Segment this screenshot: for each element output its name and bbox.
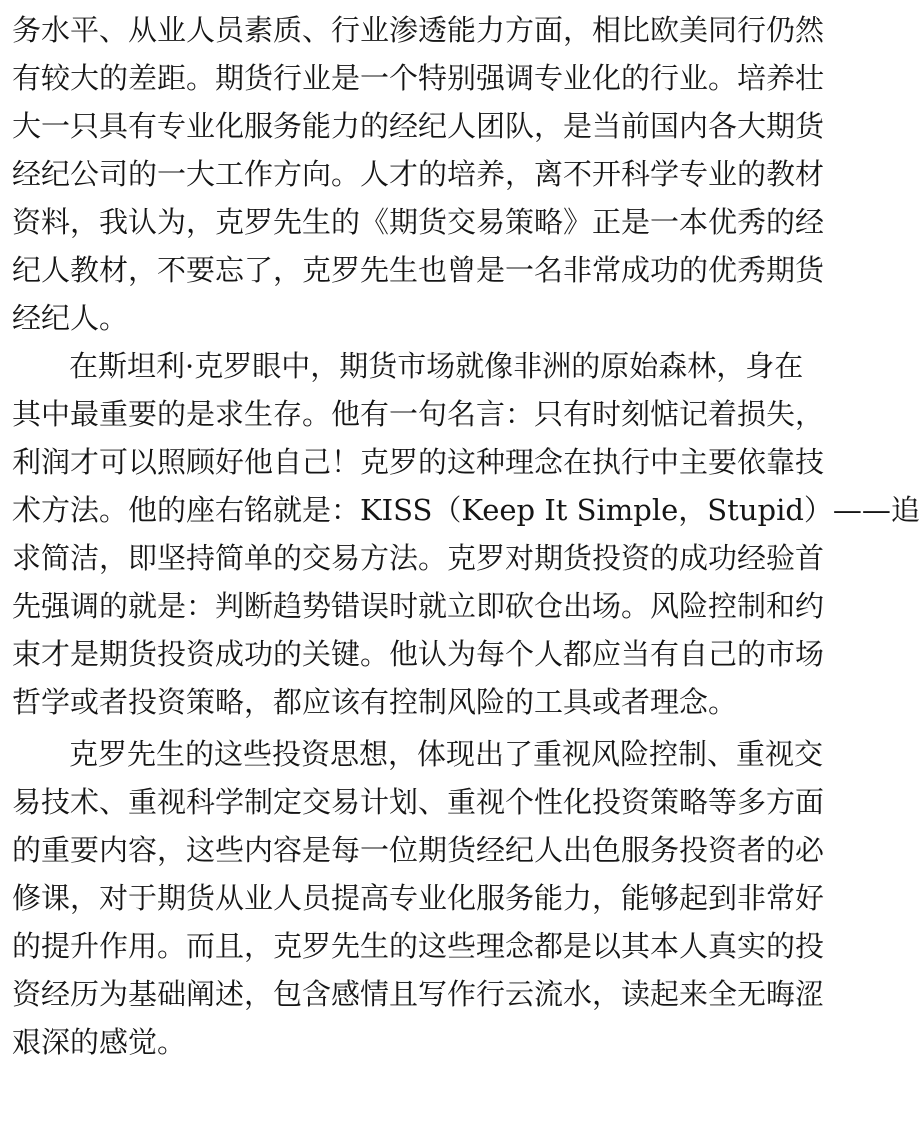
paragraph-1-line-7: 经纪人。 [12,301,129,335]
paragraph-3-line-7: 艰深的感觉。 [12,1025,187,1059]
paragraph-3-line-4: 修课，对于期货从业人员提高专业化服务能力，能够起到非常好 [12,881,825,915]
paragraph-1-line-4: 经纪公司的一大工作方向。人才的培养，离不开科学专业的教材 [12,157,825,191]
paragraph-3-line-2: 易技术、重视科学制定交易计划、重视个性化投资策略等多方面 [12,785,825,819]
paragraph-1-line-2: 有较大的差距。期货行业是一个特别强调专业化的行业。培养壮 [12,61,825,95]
paragraph-2-line-5: 求简洁，即坚持简单的交易方法。克罗对期货投资的成功经验首 [12,541,825,575]
paragraph-1-line-1: 务水平、从业人员素质、行业渗透能力方面，相比欧美同行仍然 [12,13,825,47]
paragraph-2-line-1: 在斯坦利·克罗眼中，期货市场就像非洲的原始森林，身在 [69,349,804,383]
paragraph-3-line-6: 资经历为基础阐述，包含感情且写作行云流水，读起来全无晦涩 [12,977,825,1011]
paragraph-1-line-5: 资料，我认为，克罗先生的《期货交易策略》正是一本优秀的经 [12,205,825,239]
paragraph-2-line-6: 先强调的就是：判断趋势错误时就立即砍仓出场。风险控制和约 [12,589,825,623]
paragraph-3-line-5: 的提升作用。而且，克罗先生的这些理念都是以其本人真实的投 [12,929,825,963]
paragraph-1-line-3: 大一只具有专业化服务能力的经纪人团队，是当前国内各大期货 [12,109,825,143]
paragraph-2-line-2: 其中最重要的是求生存。他有一句名言：只有时刻惦记着损失， [12,397,825,431]
paragraph-2-line-4: 术方法。他的座右铭就是：KISS（Keep It Simple，Stupid）——追 [12,493,920,527]
paragraph-2-line-3: 利润才可以照顾好他自己！克罗的这种理念在执行中主要依靠技 [12,445,825,479]
paragraph-2-line-7: 束才是期货投资成功的关键。他认为每个人都应当有自己的市场 [12,637,825,671]
paragraph-3-line-3: 的重要内容，这些内容是每一位期货经纪人出色服务投资者的必 [12,833,825,867]
paragraph-3-line-1: 克罗先生的这些投资思想，体现出了重视风险控制、重视交 [69,737,824,771]
paragraph-2-line-8: 哲学或者投资策略，都应该有控制风险的工具或者理念。 [12,685,738,719]
paragraph-1-line-6: 纪人教材，不要忘了，克罗先生也曾是一名非常成功的优秀期货 [12,253,825,287]
